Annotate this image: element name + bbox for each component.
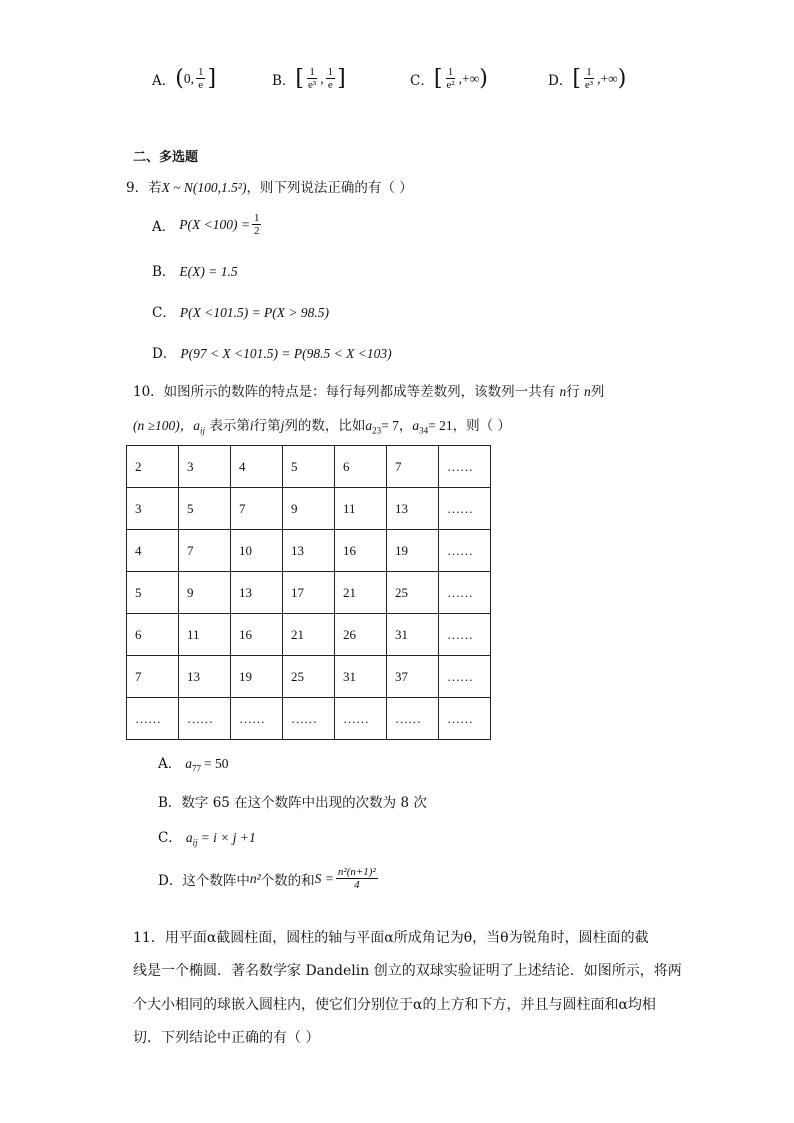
denominator: 4 xyxy=(354,879,360,891)
q10-stem-line1 xyxy=(133,380,604,400)
interval-open: [ xyxy=(572,66,581,91)
denominator: e³ xyxy=(584,79,594,91)
q10-example-sub: 23 xyxy=(372,425,382,436)
option-math: P(97 < X <101.5) = P(98.5 < X <103) xyxy=(180,346,392,361)
fraction xyxy=(196,66,206,91)
q9-stem-prefix: 9．若 xyxy=(126,180,162,196)
option-letter: A． xyxy=(158,756,182,772)
table-cell: 21 xyxy=(283,614,335,656)
interval-close: ) xyxy=(479,66,488,91)
table-cell: 9 xyxy=(179,572,231,614)
fraction xyxy=(583,66,595,91)
q8-option-b: B． [ $\frac{1}{\text{e³}}$ , $\frac{1}{e}$ ] xyxy=(272,66,346,91)
q10-line1-mid: 行 xyxy=(566,384,580,400)
option-val: = i × j +1 xyxy=(200,830,256,845)
table-cell: …… xyxy=(439,656,491,698)
q10-condition: (n ≥100) xyxy=(133,418,180,433)
q10-a: ，a xyxy=(179,418,201,433)
interval-left: 0, xyxy=(183,70,194,86)
fraction xyxy=(252,212,262,237)
numerator: 1 xyxy=(586,66,592,78)
table-cell: …… xyxy=(231,698,283,740)
table-cell: 3 xyxy=(179,446,231,488)
numerator: 1 xyxy=(327,66,334,78)
table-cell: …… xyxy=(387,698,439,740)
interval-right: ,+∞ xyxy=(458,70,480,86)
option-letter: A． xyxy=(152,72,176,89)
q10-i: i xyxy=(249,418,254,433)
interval-right: ,+∞ xyxy=(597,70,618,86)
q10-text: 表示第 xyxy=(209,418,250,434)
option-val: = 50 xyxy=(204,756,229,771)
table-cell: 9 xyxy=(283,488,335,530)
q10-option-a xyxy=(158,752,229,774)
fraction xyxy=(336,866,378,891)
denominator: e² xyxy=(446,79,455,91)
table-cell: 11 xyxy=(179,614,231,656)
fraction xyxy=(306,66,318,91)
numerator: 1 xyxy=(309,66,315,78)
q8-option-d xyxy=(548,66,626,91)
table-cell: 31 xyxy=(335,656,387,698)
option-letter: D． xyxy=(152,346,177,362)
option-s: S = xyxy=(314,870,334,886)
table-cell: 16 xyxy=(231,614,283,656)
table-cell: 10 xyxy=(231,530,283,572)
q9-stem-suffix: ，则下列说法正确的有（ ） xyxy=(246,180,413,196)
q8-option-c xyxy=(410,66,488,91)
q10-n: n xyxy=(559,384,567,399)
table-cell: 11 xyxy=(335,488,387,530)
q10-sep: ， xyxy=(398,418,413,434)
table-cell: 16 xyxy=(335,530,387,572)
q9-option-d xyxy=(152,342,392,362)
table-cell: 2 xyxy=(127,446,179,488)
table-cell: 3 xyxy=(127,488,179,530)
table-cell: 13 xyxy=(283,530,335,572)
q10-option-c xyxy=(158,826,256,848)
table-row xyxy=(127,656,491,698)
table-cell: 25 xyxy=(283,656,335,698)
table-cell: 6 xyxy=(335,446,387,488)
option-math: E(X) = 1.5 xyxy=(179,264,238,279)
q10-example-a: a xyxy=(365,418,373,433)
table-cell: 25 xyxy=(387,572,439,614)
option-text: 数字 65 在这个数阵中出现的次数为 8 次 xyxy=(181,795,427,811)
q10-example-a: a xyxy=(412,418,420,433)
q10-option-d xyxy=(158,866,380,891)
number-array-table xyxy=(126,445,491,740)
table-cell: …… xyxy=(283,698,335,740)
q10-text: 行第 xyxy=(253,418,281,434)
option-letter: D． xyxy=(158,872,183,889)
interval-open: [ xyxy=(295,66,305,91)
table-cell: …… xyxy=(439,488,491,530)
table-cell: …… xyxy=(439,698,491,740)
option-letter: D． xyxy=(548,72,573,89)
denominator: 2 xyxy=(253,225,260,237)
table-cell: 21 xyxy=(335,572,387,614)
numerator: 1 xyxy=(253,212,260,224)
table-cell: …… xyxy=(439,530,491,572)
q9-stem xyxy=(126,176,413,196)
option-sub: 77 xyxy=(192,763,201,774)
table-row xyxy=(127,698,491,740)
table-cell: 19 xyxy=(231,656,283,698)
table-cell: 5 xyxy=(127,572,179,614)
option-n-squared: n² xyxy=(249,870,261,886)
table-row xyxy=(127,614,491,656)
option-letter: C． xyxy=(158,830,182,846)
fraction xyxy=(444,66,456,91)
option-letter: C． xyxy=(152,305,176,321)
table-cell: 31 xyxy=(387,614,439,656)
table-cell: 13 xyxy=(231,572,283,614)
q10-n: n xyxy=(584,384,591,399)
numerator: 1 xyxy=(447,66,454,78)
numerator: 1 xyxy=(197,66,204,78)
option-a: a xyxy=(185,756,192,771)
numerator: n²(n+1)² xyxy=(337,866,376,878)
q10-line1-end: 列 xyxy=(590,384,605,400)
interval-close: ] xyxy=(337,66,346,91)
q11-line2: 线是一个椭圆．著名数学家 Dandelin 创立的双球实验证明了上述结论．如图所示，将两 xyxy=(133,963,682,979)
interval-close: ) xyxy=(617,66,627,91)
table-cell: …… xyxy=(179,698,231,740)
q9-option-a xyxy=(152,212,263,237)
denominator: e³ xyxy=(308,79,317,91)
q9-stem-math: X ~ N(100,1.5²) xyxy=(161,180,247,195)
table-row xyxy=(127,530,491,572)
table-cell: 4 xyxy=(127,530,179,572)
table-cell: 37 xyxy=(387,656,439,698)
denominator: e xyxy=(327,79,333,91)
table-cell: 19 xyxy=(387,530,439,572)
table-cell: …… xyxy=(439,446,491,488)
option-letter: C． xyxy=(410,72,434,89)
section-heading: 二、多选题 xyxy=(133,150,199,165)
option-text: 这个数阵中 xyxy=(182,872,250,889)
option-sub: ij xyxy=(192,837,198,848)
q11-line4: 切．下列结论中正确的有（ ） xyxy=(133,1030,320,1046)
table-cell: 6 xyxy=(127,614,179,656)
option-letter: B． xyxy=(152,264,176,280)
q10-option-b xyxy=(158,791,427,811)
table-cell: 4 xyxy=(231,446,283,488)
table-cell: …… xyxy=(439,614,491,656)
interval-close: ] xyxy=(207,66,217,91)
table-row xyxy=(127,572,491,614)
q10-example-sub: 34 xyxy=(419,425,429,436)
table-cell: 17 xyxy=(283,572,335,614)
q10-line2-end: ，则（ ） xyxy=(452,418,511,434)
option-letter: B． xyxy=(272,72,296,89)
table-cell: 7 xyxy=(179,530,231,572)
q9-option-b xyxy=(152,260,238,280)
q11-line1: 11．用平面α截圆柱面，圆柱的轴与平面α所成角记为θ，当θ为锐角时，圆柱面的截 xyxy=(133,930,649,946)
q11-line3: 个大小相同的球嵌入圆柱内，使它们分别位于α的上方和下方，并且与圆柱面和α均相 xyxy=(133,997,656,1013)
table-row xyxy=(127,446,491,488)
option-math: P(X <100) = xyxy=(179,216,250,232)
table-row xyxy=(127,488,491,530)
q10-text: 列的数，比如 xyxy=(284,418,366,434)
table-cell: …… xyxy=(335,698,387,740)
table-cell: 26 xyxy=(335,614,387,656)
denominator: e xyxy=(198,79,204,91)
q10-line1-text: 10．如图所示的数阵的特点是：每行每列都成等差数列，该数列一共有 xyxy=(133,384,556,400)
table-cell: 13 xyxy=(387,488,439,530)
fraction xyxy=(326,66,336,91)
q8-option-a xyxy=(152,66,216,91)
option-a: a xyxy=(185,830,193,845)
table-cell: 7 xyxy=(231,488,283,530)
table-cell: 5 xyxy=(179,488,231,530)
q10-a-sub: ij xyxy=(200,425,206,436)
option-letter: A． xyxy=(152,218,176,235)
q10-example-val: = 21 xyxy=(428,418,453,433)
q10-stem-line2 xyxy=(133,414,511,436)
table-cell: 13 xyxy=(179,656,231,698)
q10-example-val: = 7 xyxy=(381,418,399,433)
table-cell: 7 xyxy=(127,656,179,698)
option-math: P(X <101.5) = P(X > 98.5) xyxy=(179,305,330,320)
interval-open: ( xyxy=(175,66,184,91)
q10-j: j xyxy=(280,418,285,433)
option-letter: B． xyxy=(158,795,182,811)
table-cell: …… xyxy=(127,698,179,740)
q9-option-c xyxy=(152,301,329,321)
option-text: 个数的和 xyxy=(260,872,315,889)
interval-open: [ xyxy=(433,66,443,91)
table-cell: 5 xyxy=(283,446,335,488)
table-cell: …… xyxy=(439,572,491,614)
table-cell: 7 xyxy=(387,446,439,488)
